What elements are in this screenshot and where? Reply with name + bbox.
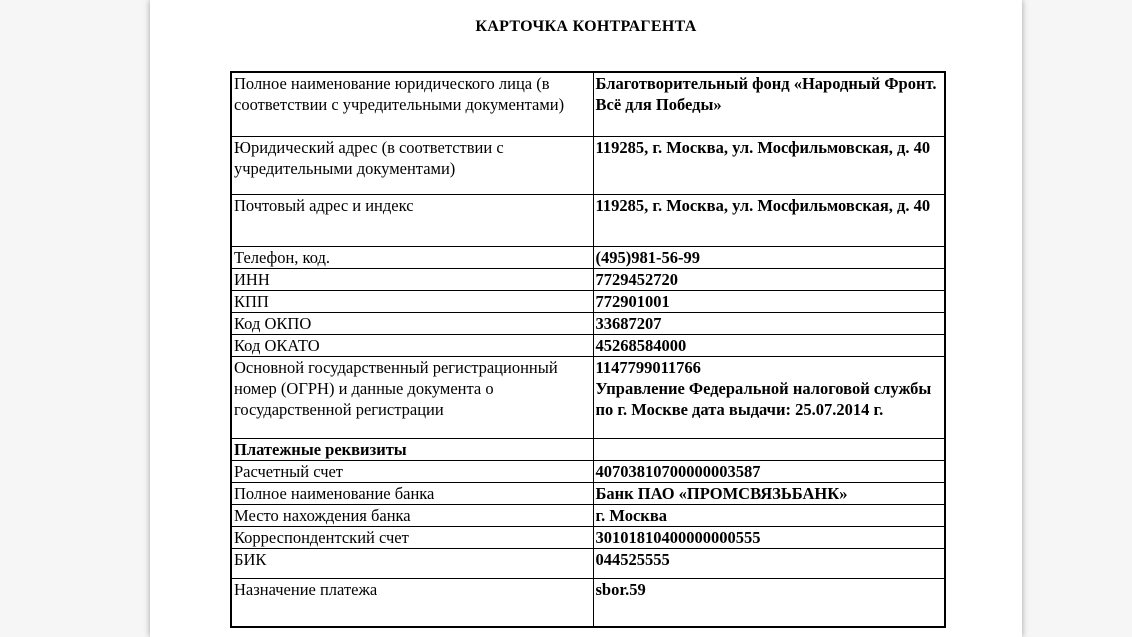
table-row bbox=[231, 356, 945, 438]
table-row bbox=[231, 334, 945, 356]
table-row bbox=[231, 246, 945, 268]
counterparty-card-table bbox=[230, 71, 946, 628]
table-row bbox=[231, 268, 945, 290]
row-label-postal-address: Почтовый адрес и индекс bbox=[231, 194, 593, 246]
row-value-legal-address: 119285, г. Москва, ул. Мосфильмовская, д. 40 bbox=[593, 136, 945, 194]
table-row bbox=[231, 526, 945, 548]
row-label-settlement-account: Расчетный счет bbox=[231, 460, 593, 482]
row-value-ogrn bbox=[593, 356, 945, 438]
document-title: КАРТОЧКА КОНТРАГЕНТА bbox=[475, 18, 697, 35]
table-row bbox=[231, 438, 945, 460]
row-label-ogrn: Основной государственный регистрационный номер (ОГРН) и данные документа о государственной регистрации bbox=[231, 356, 593, 438]
table-row bbox=[231, 194, 945, 246]
row-label-okpo: Код ОКПО bbox=[231, 312, 593, 334]
row-value-phone: (495)981-56-99 bbox=[593, 246, 945, 268]
table-row bbox=[231, 548, 945, 578]
row-value-okato: 45268584000 bbox=[593, 334, 945, 356]
row-label-full-name: Полное наименование юридического лица (в соответствии с учредительными документами) bbox=[231, 72, 593, 136]
row-label-okato: Код ОКАТО bbox=[231, 334, 593, 356]
row-label-payment-purpose: Назначение платежа bbox=[231, 578, 593, 627]
row-label-bank-name: Полное наименование банка bbox=[231, 482, 593, 504]
row-label-inn: ИНН bbox=[231, 268, 593, 290]
row-label-kpp: КПП bbox=[231, 290, 593, 312]
table-row bbox=[231, 312, 945, 334]
row-value-bank-location: г. Москва bbox=[593, 504, 945, 526]
table-row bbox=[231, 482, 945, 504]
table-row bbox=[231, 290, 945, 312]
row-label-bik: БИК bbox=[231, 548, 593, 578]
row-label-phone: Телефон, код. bbox=[231, 246, 593, 268]
table-row bbox=[231, 72, 945, 136]
row-value-postal-address: 119285, г. Москва, ул. Мосфильмовская, д. 40 bbox=[593, 194, 945, 246]
row-label-legal-address: Юридический адрес (в соответствии с учредительными документами) bbox=[231, 136, 593, 194]
row-value-correspondent-account: 30101810400000000555 bbox=[593, 526, 945, 548]
row-value-settlement-account: 40703810700000003587 bbox=[593, 460, 945, 482]
row-value-bank-name: Банк ПАО «ПРОМСВЯЗЬБАНК» bbox=[593, 482, 945, 504]
row-value-payment-details-header bbox=[593, 438, 945, 460]
table-row bbox=[231, 578, 945, 627]
row-value-payment-purpose: sbor.59 bbox=[593, 578, 945, 627]
table-row bbox=[231, 504, 945, 526]
row-label-payment-details-header: Платежные реквизиты bbox=[231, 438, 593, 460]
ogrn-number: 1147799011766 bbox=[595, 357, 701, 377]
row-value-bik: 044525555 bbox=[593, 548, 945, 578]
row-value-okpo: 33687207 bbox=[593, 312, 945, 334]
table-row bbox=[231, 460, 945, 482]
row-value-inn: 7729452720 bbox=[593, 268, 945, 290]
row-value-kpp: 772901001 bbox=[593, 290, 945, 312]
row-value-full-name: Благотворительный фонд «Народный Фронт. Всё для Победы» bbox=[593, 72, 945, 136]
document-page bbox=[150, 0, 1022, 637]
ogrn-issuer: Управление Федеральной налоговой службы по г. Москве дата выдачи: 25.07.2014 г. bbox=[595, 378, 932, 419]
row-label-bank-location: Место нахождения банка bbox=[231, 504, 593, 526]
table-row bbox=[231, 136, 945, 194]
row-label-correspondent-account: Корреспондентский счет bbox=[231, 526, 593, 548]
